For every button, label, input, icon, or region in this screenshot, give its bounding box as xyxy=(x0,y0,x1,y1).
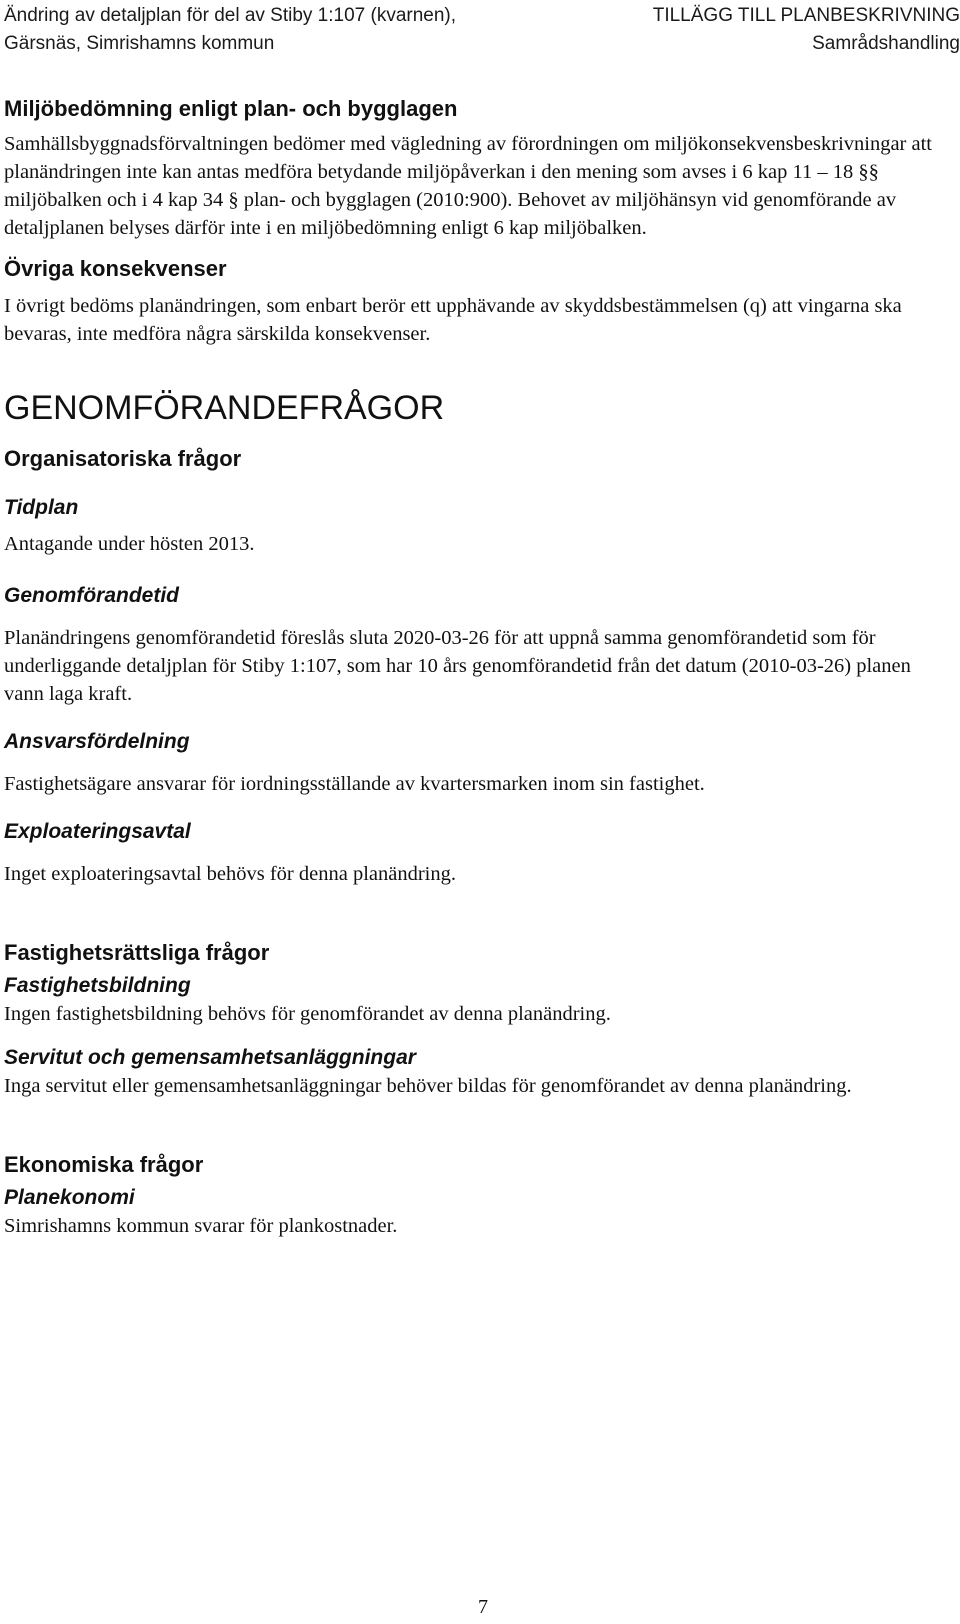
heading-miljobedomning: Miljöbedömning enligt plan- och bygglagen xyxy=(4,96,458,121)
header-status: Samrådshandling xyxy=(812,33,960,54)
heading-fastighetsbildning: Fastighetsbildning xyxy=(4,974,191,997)
heading-genomforandetid: Genomförandetid xyxy=(4,584,180,607)
header-title: Ändring av detaljplan för del av Stiby 1:107 (kvarnen), xyxy=(4,5,457,26)
paragraph-ovriga-konsekvenser: I övrigt bedöms planändringen, som enbart berör ett upphävande av skyddsbestämmelsen (q) att vingarna ska bevaras, inte medföra några särskilda konsekvenser. xyxy=(4,295,902,345)
heading-servitut: Servitut och gemensamhetsanläggningar xyxy=(4,1046,416,1069)
paragraph-genomforandetid: Planändringens genomförandetid föreslås sluta 2020-03-26 för att uppnå samma genomförandetid som för underliggande detaljplan för Stiby 1:107, som har 10 års genomförandetid från det datum (2010-03-26) planen vann laga kraft. xyxy=(4,627,911,705)
heading-ansvarsfordelning: Ansvarsfördelning xyxy=(4,730,190,753)
heading-organisatoriska-fragor: Organisatoriska frågor xyxy=(4,446,242,471)
header-location: Gärsnäs, Simrishamns kommun xyxy=(4,33,275,54)
header-left xyxy=(4,2,456,58)
heading-exploateringsavtal: Exploateringsavtal xyxy=(4,820,191,843)
paragraph-fastighetsbildning: Ingen fastighetsbildning behövs för genomförandet av denna planändring. xyxy=(4,1003,611,1025)
heading-ovriga-konsekvenser: Övriga konsekvenser xyxy=(4,256,227,281)
header-doc-type: TILLÄGG TILL PLANBESKRIVNING xyxy=(652,5,960,26)
paragraph-servitut: Inga servitut eller gemensamhetsanläggningar behöver bildas för genomförandet av denna planändring. xyxy=(4,1075,852,1097)
page-number: 7 xyxy=(478,1596,488,1618)
heading-fastighetsrattsliga-fragor: Fastighetsrättsliga frågor xyxy=(4,940,270,965)
paragraph-ansvarsfordelning: Fastighetsägare ansvarar för iordningsställande av kvartersmarken inom sin fastighet. xyxy=(4,773,705,795)
heading-tidplan: Tidplan xyxy=(4,496,79,519)
header-right xyxy=(540,2,960,58)
paragraph-miljobedomning: Samhällsbyggnadsförvaltningen bedömer med vägledning av förordningen om miljökonsekvensbeskrivningar att planändringen inte kan antas medföra betydande miljöpåverkan i den mening som avses i 6 kap 11 – 18 §§ miljöbalken och i 4 kap 34 § plan- och bygglagen (2010:900). Behovet av miljöhänsyn vid genomförande av detaljplanen belyses därför inte i en miljöbedömning enligt 6 kap miljöbalken. xyxy=(4,133,932,239)
paragraph-exploateringsavtal: Inget exploateringsavtal behövs för denna planändring. xyxy=(4,863,456,885)
document-body xyxy=(4,94,944,1240)
paragraph-planekonomi: Simrishamns kommun svarar för plankostnader. xyxy=(4,1215,398,1237)
heading-genomforandefragor: GENOMFÖRANDEFRÅGOR xyxy=(4,389,445,427)
heading-planekonomi: Planekonomi xyxy=(4,1186,135,1209)
heading-ekonomiska-fragor: Ekonomiska frågor xyxy=(4,1152,204,1177)
paragraph-tidplan: Antagande under hösten 2013. xyxy=(4,533,255,555)
